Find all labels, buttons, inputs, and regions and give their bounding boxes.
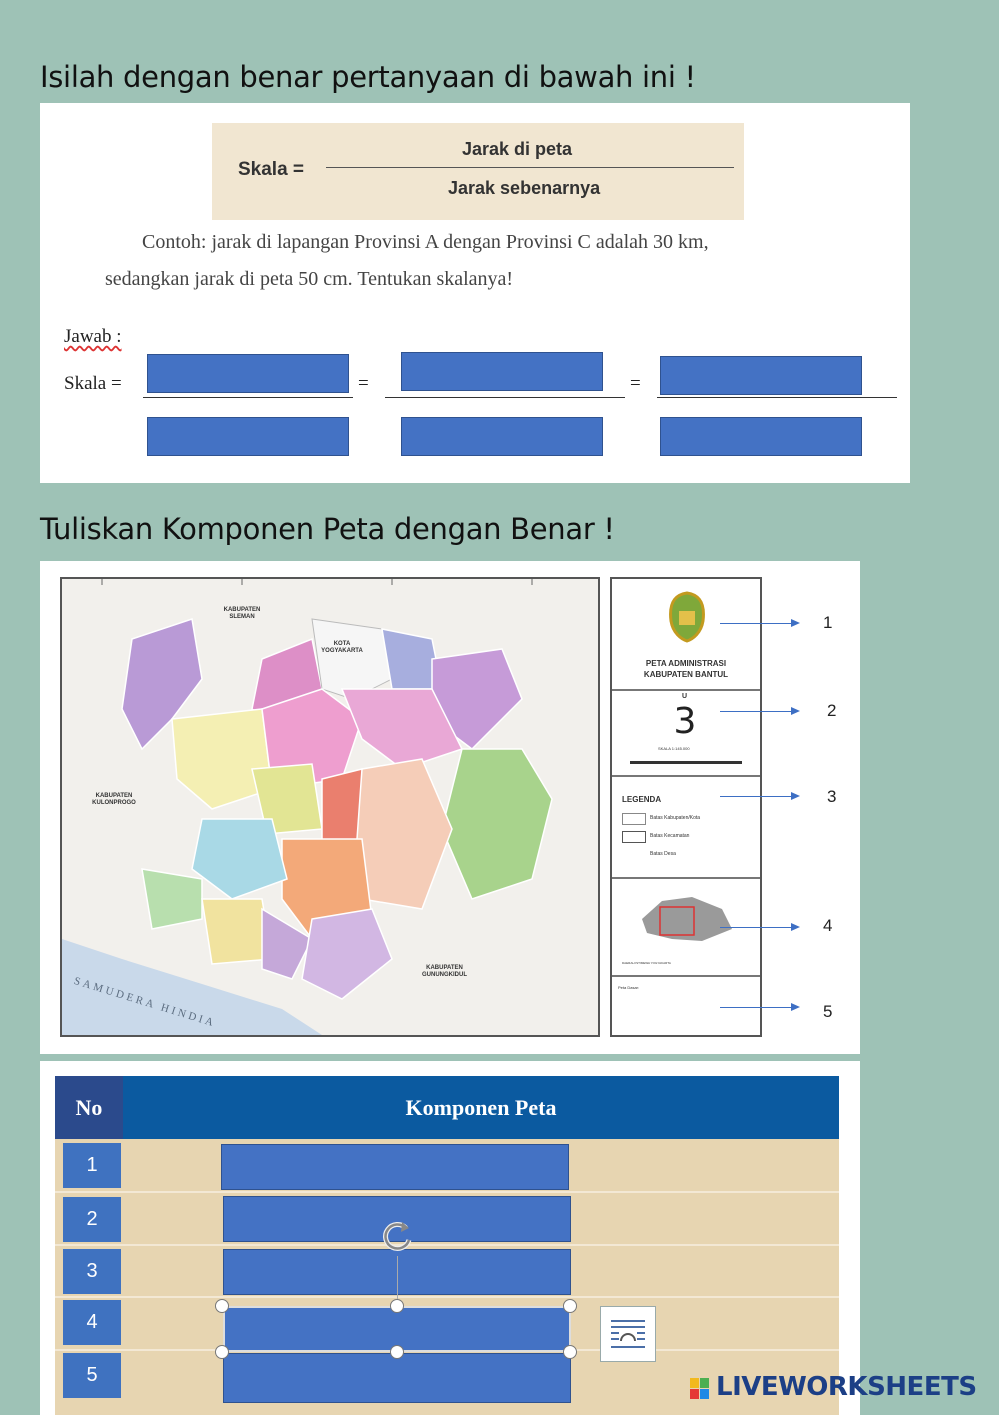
example-text-line-2: sedangkan jarak di peta 50 cm. Tentukan skalanya!: [105, 268, 514, 290]
legenda-title: LEGENDA: [622, 795, 662, 804]
north-arrow-icon: [670, 701, 700, 739]
answer-2-numerator-input[interactable]: [401, 352, 603, 391]
arrow-2-number: 2: [827, 701, 837, 720]
regency-emblem-icon: [667, 591, 707, 643]
map-panel: [40, 561, 860, 1054]
legend-items-section: [612, 777, 760, 879]
resize-handle-top-right[interactable]: [563, 1299, 577, 1313]
answer-2-denominator-input[interactable]: [401, 417, 603, 456]
svg-text:3: 3: [673, 701, 697, 739]
section-2-heading: Tuliskan Komponen Peta dengan Benar !: [40, 512, 615, 546]
arrow-4-number: 4: [823, 916, 833, 935]
arrow-3-head: [791, 792, 800, 800]
inset-map-icon: [632, 889, 742, 949]
resize-handle-bottom-left[interactable]: [215, 1345, 229, 1359]
liveworksheets-logo-icon: [690, 1378, 710, 1400]
example-text-line-1: Contoh: jarak di lapangan Provinsi A dengan Provinsi C adalah 30 km,: [142, 231, 709, 253]
legend-inset-section: [612, 879, 760, 977]
arrow-5-line: [720, 1007, 792, 1008]
header-no: No: [55, 1076, 123, 1139]
legend-item-2: Batas Kecamatan: [650, 833, 690, 839]
formula-denominator: Jarak sebenarnya: [448, 178, 601, 198]
map-label-gunungkidul: KABUPATEN GUNUNGKIDUL: [422, 965, 467, 978]
legend-north-scale-section: [612, 691, 760, 777]
answer-2-fraction-line: [385, 397, 625, 398]
legend-title-line-1: PETA ADMINISTRASI: [645, 659, 727, 668]
legend-swatch-1: [622, 813, 646, 825]
arrow-5-number: 5: [823, 1002, 833, 1021]
answer-1-fraction-line: [143, 397, 353, 398]
jawab-label: Jawab :: [64, 326, 122, 347]
arrow-3-number: 3: [827, 787, 837, 806]
answer-3-numerator-input[interactable]: [660, 356, 862, 395]
resize-handle-top-middle[interactable]: [390, 1299, 404, 1313]
row-number-5: 5: [63, 1353, 121, 1398]
formula-label: Skala =: [238, 159, 305, 180]
arrow-2-head: [791, 707, 800, 715]
component-5-input[interactable]: [223, 1353, 571, 1403]
map-label-kulonprogo: KABUPATEN KULONPROGO: [92, 793, 136, 806]
resize-handle-bottom-right[interactable]: [563, 1345, 577, 1359]
resize-handle-bottom-middle[interactable]: [390, 1345, 404, 1359]
component-1-input[interactable]: [221, 1144, 569, 1190]
row-number-1: 1: [63, 1143, 121, 1188]
formula-numerator: Jarak di peta: [462, 139, 573, 159]
bantul-map: [60, 577, 600, 1037]
map-label-kota: KOTA YOGYAKARTA: [321, 641, 363, 654]
answer-3-denominator-input[interactable]: [660, 417, 862, 456]
arrow-3-line: [720, 796, 792, 797]
formula-fraction-line: [326, 167, 734, 168]
map-label-sleman: KABUPATEN SLEMAN: [223, 607, 261, 620]
map-label-sea: SAMUDERA HINDIA: [72, 975, 218, 1030]
resize-handle-top-left[interactable]: [215, 1299, 229, 1313]
arrow-1-head: [791, 619, 800, 627]
inset-caption: DAERAH ISTIMEWA YOGYAKARTA: [622, 961, 671, 965]
rotate-handle-icon[interactable]: [376, 1214, 420, 1258]
legend-source-section: [612, 977, 760, 1035]
north-letter: U: [682, 693, 688, 700]
row-divider: [55, 1191, 839, 1193]
legend-swatch-2: [622, 831, 646, 843]
arrow-1-number: 1: [823, 613, 833, 632]
row-divider: [55, 1296, 839, 1298]
arrow-4-line: [720, 927, 792, 928]
layout-options-icon[interactable]: [600, 1306, 656, 1362]
scale-bar: [630, 761, 742, 764]
arrow-5-head: [791, 1003, 800, 1011]
legend-item-3: Batas Desa: [650, 851, 676, 857]
row-number-2: 2: [63, 1197, 121, 1242]
liveworksheets-brand: LIVEWORKSHEETS: [716, 1372, 977, 1402]
scale-formula-box: [212, 123, 744, 220]
source-text: Peta Dasar:: [618, 985, 640, 990]
legend-title-section: [612, 579, 760, 691]
row-number-4: 4: [63, 1300, 121, 1345]
row-number-3: 3: [63, 1249, 121, 1294]
section-1-heading: Isilah dengan benar pertanyaan di bawah ini !: [40, 60, 696, 94]
equals-sign-1: =: [358, 373, 369, 394]
equals-sign-2: =: [630, 373, 641, 394]
header-komponen-peta: Komponen Peta: [405, 1094, 557, 1120]
arrow-1-line: [720, 623, 792, 624]
answer-3-fraction-line: [657, 397, 897, 398]
scale-exercise-panel: [40, 103, 910, 483]
legend-item-1: Batas Kabupaten/Kota: [650, 815, 701, 821]
table-header: [55, 1076, 839, 1139]
answer-1-denominator-input[interactable]: [147, 417, 349, 456]
arrow-4-head: [791, 923, 800, 931]
map-legend-panel: [610, 577, 762, 1037]
legend-scale-text: SKALA 1:145.000: [658, 746, 690, 751]
answer-1-numerator-input[interactable]: [147, 354, 349, 393]
legend-title-line-2: KABUPATEN BANTUL: [643, 670, 729, 679]
text-wrap-icon: [601, 1307, 655, 1361]
skala-label: Skala =: [64, 373, 122, 394]
row-divider: [55, 1244, 839, 1246]
arrow-2-line: [720, 711, 792, 712]
